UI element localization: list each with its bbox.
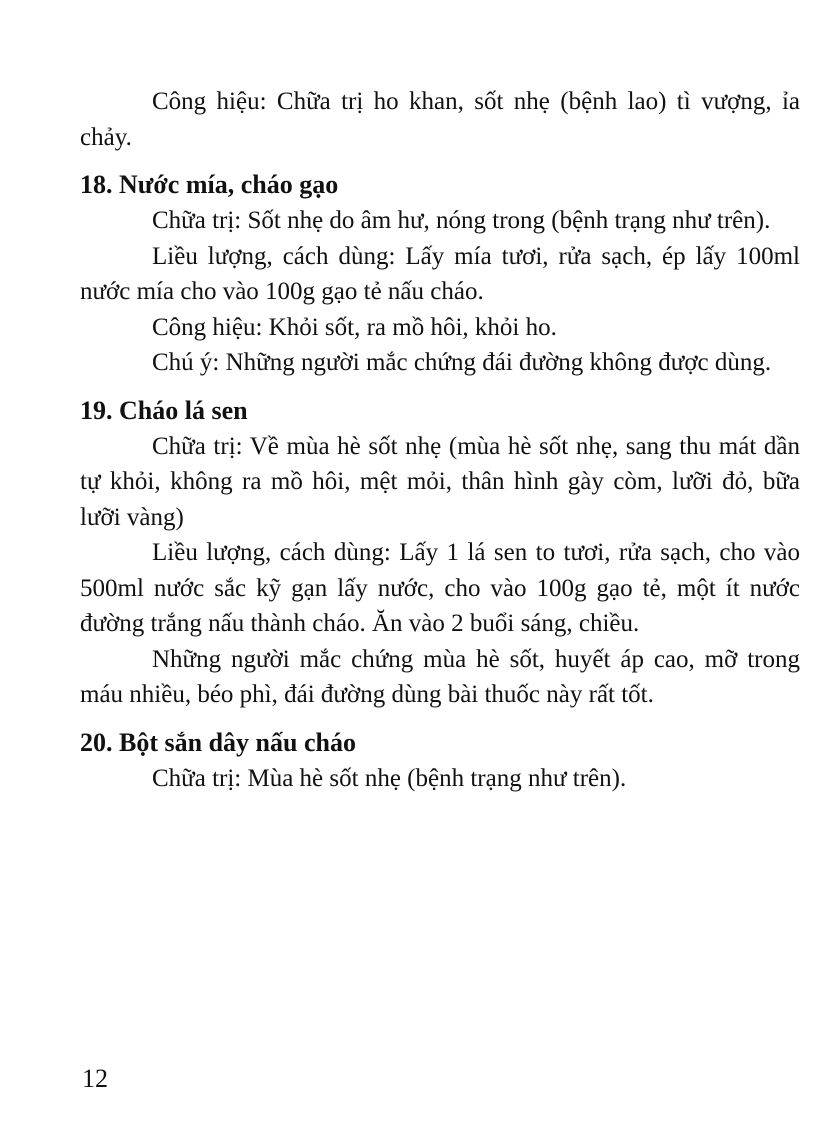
page-number: 12 <box>82 1064 108 1093</box>
section-18-paragraph-4: Chú ý: Những người mắc chứng đái đường không được dùng. <box>152 349 772 376</box>
section-heading-20: 20. Bột sắn dây nấu cháo <box>80 727 356 757</box>
section-18-paragraph-1: Chữa trị: Sốt nhẹ do âm hư, nóng trong (bệnh trạng như trên). <box>152 207 771 234</box>
section-19-paragraph-3: Những người mắc chứng mùa hè sốt, huyết áp cao, mỡ trong máu nhiều, béo phì, đái đường dùng bài thuốc này rất tốt. <box>80 645 800 708</box>
intro-paragraph: Công hiệu: Chữa trị ho khan, sốt nhẹ (bệnh lao) tì vượng, ỉa chảy. <box>80 88 800 151</box>
page-content <box>80 84 800 796</box>
section-19-paragraph-1: Chữa trị: Về mùa hè sốt nhẹ (mùa hè sốt nhẹ, sang thu mát dần tự khỏi, không ra mồ hôi, mệt mỏi, thân hình gày còm, lưỡi đỏ, bữa lưỡi vàng) <box>80 432 800 531</box>
section-19-paragraph-2: Liều lượng, cách dùng: Lấy 1 lá sen to tươi, rửa sạch, cho vào 500ml nước sắc kỹ gạn lấy nước, cho vào 100g gạo tẻ, một ít nước đường trắng nấu thành cháo. Ăn vào 2 buổi sáng, chiều. <box>80 539 800 637</box>
section-18-paragraph-3: Công hiệu: Khỏi sốt, ra mồ hôi, khỏi ho. <box>152 313 557 341</box>
section-18-paragraph-2: Liều lượng, cách dùng: Lấy mía tươi, rửa sạch, ép lấy 100ml nước mía cho vào 100g gạo tẻ nấu cháo. <box>80 242 800 305</box>
section-heading-19: 19. Cháo lá sen <box>80 395 248 425</box>
section-20-paragraph-1: Chữa trị: Mùa hè sốt nhẹ (bệnh trạng như trên). <box>152 764 627 792</box>
section-heading-18: 18. Nước mía, cháo gạo <box>80 170 339 199</box>
